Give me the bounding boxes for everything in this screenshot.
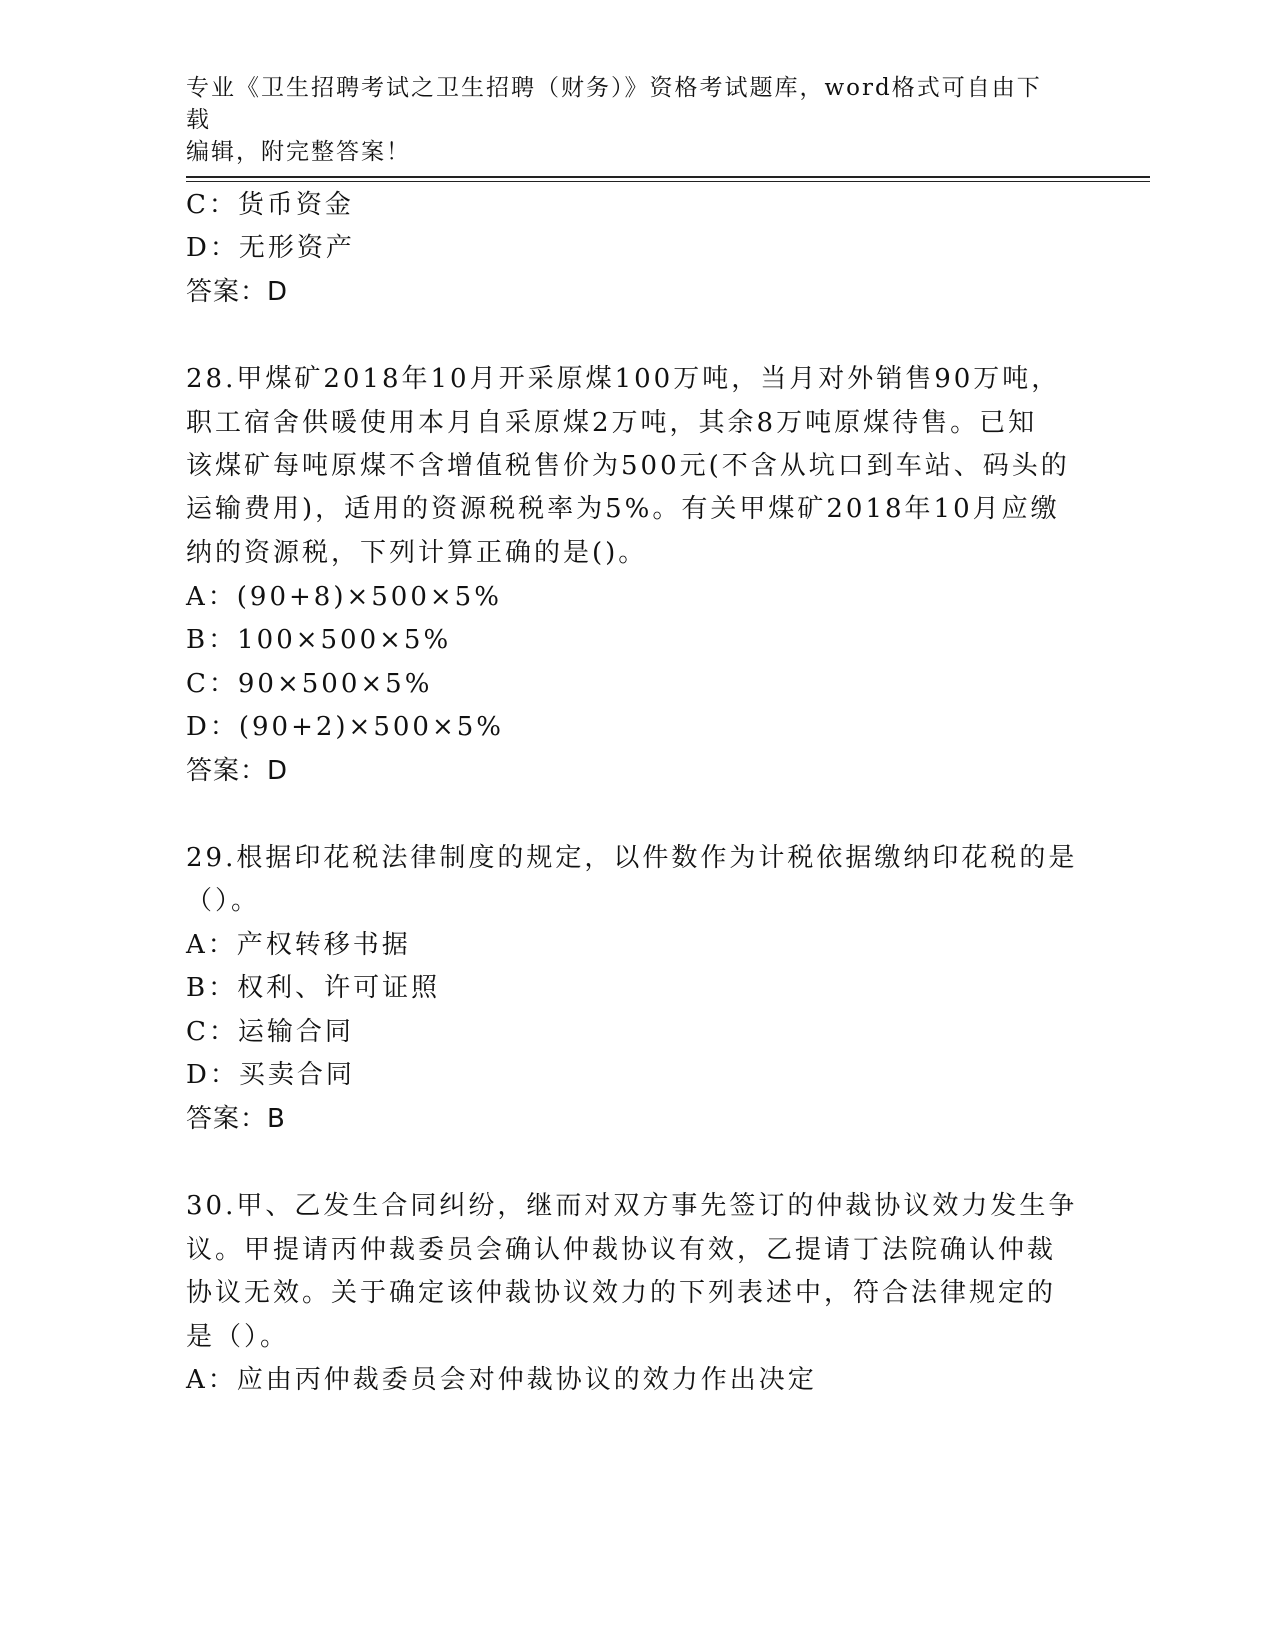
- q29-option-a: A：产权转移书据: [186, 930, 411, 960]
- q28-answer: 答案：D: [186, 756, 289, 786]
- q30-option-a: A：应由丙仲裁委员会对仲裁协议的效力作出决定: [186, 1365, 817, 1395]
- q29-option-d: D：买卖合同: [186, 1060, 355, 1090]
- q28-stem-line-5: 纳的资源税，下列计算正确的是()。: [186, 538, 648, 568]
- header-divider-thick: [186, 176, 1150, 178]
- header-line-2: 编辑，附完整答案！: [186, 139, 411, 165]
- q29-stem-line-2: （）。: [186, 886, 261, 916]
- q28-option-d: D：(90+2)×500×5%: [186, 712, 504, 742]
- q29-option-c: C：运输合同: [186, 1017, 354, 1047]
- q30-stem-line-2: 议。甲提请丙仲裁委员会确认仲裁协议有效，乙提请丁法院确认仲裁: [186, 1235, 1057, 1265]
- q28-stem-line-1: 28.甲煤矿2018年10月开采原煤100万吨，当月对外销售90万吨，: [186, 364, 1061, 394]
- header-divider-thin: [186, 181, 1150, 182]
- header-line-1: 专业《卫生招聘考试之卫生招聘（财务）》资格考试题库，word格式可自由下载: [186, 75, 1042, 133]
- q30-stem-line-4: 是（）。: [186, 1322, 290, 1352]
- q30-stem-line-3: 协议无效。关于确定该仲裁协议效力的下列表述中，符合法律规定的: [186, 1278, 1057, 1308]
- q29-stem-line-1: 29.根据印花税法律制度的规定，以件数作为计税依据缴纳印花税的是: [186, 843, 1078, 873]
- q28-option-c: C：90×500×5%: [186, 669, 433, 699]
- q27-answer: 答案：D: [186, 277, 289, 307]
- q28-stem-line-2: 职工宿舍供暖使用本月自采原煤2万吨，其余8万吨原煤待售。已知: [186, 408, 1038, 438]
- document-header: [186, 72, 1066, 168]
- q28-stem-line-4: 运输费用)，适用的资源税税率为5%。有关甲煤矿2018年10月应缴: [186, 494, 1060, 524]
- q29-answer: 答案：B: [186, 1104, 286, 1134]
- q27-option-c: C：货币资金: [186, 190, 354, 220]
- q28-option-b: B：100×500×5%: [186, 625, 452, 655]
- q29-option-b: B：权利、许可证照: [186, 973, 441, 1003]
- q27-option-d: D：无形资产: [186, 233, 355, 263]
- q28-stem-line-3: 该煤矿每吨原煤不含增值税售价为500元(不含从坑口到车站、码头的: [186, 451, 1070, 481]
- q28-option-a: A：(90+8)×500×5%: [186, 582, 502, 612]
- q30-stem-line-1: 30.甲、乙发生合同纠纷，继而对双方事先签订的仲裁协议效力发生争: [186, 1191, 1078, 1221]
